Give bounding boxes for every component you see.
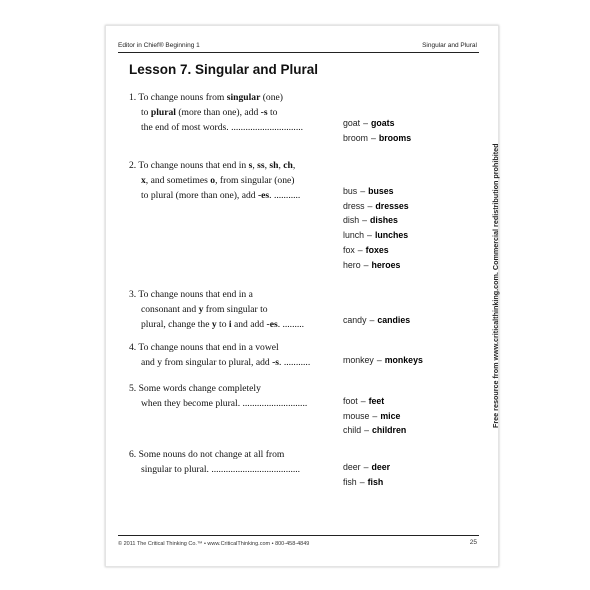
- rule-line: [129, 381, 307, 396]
- dash-separator: –: [376, 355, 382, 365]
- header-section-title: Singular and Plural: [422, 42, 477, 49]
- rule-line: [129, 173, 300, 188]
- rule-line: [129, 302, 304, 317]
- plural-word: dresses: [375, 200, 409, 211]
- rule-5: [129, 381, 307, 411]
- dash-separator: –: [370, 132, 376, 143]
- dash-separator: –: [367, 230, 372, 241]
- plural-word: foxes: [365, 244, 389, 255]
- rule-text-segment: ss: [257, 160, 265, 171]
- plural-word: fish: [367, 476, 384, 487]
- example-pair: [343, 133, 411, 143]
- example-pair: [343, 186, 394, 196]
- rule-text-segment: 6. Some nouns do not change at all from: [129, 449, 285, 460]
- example-pair: [343, 260, 400, 270]
- rule-line: [129, 188, 300, 203]
- dash-separator: –: [357, 244, 363, 255]
- singular-word: bus: [343, 186, 358, 196]
- rule-line: [129, 120, 303, 135]
- singular-word: mouse: [343, 410, 370, 421]
- rule-line: [129, 158, 300, 173]
- plural-word: mice: [380, 410, 401, 421]
- plural-word: candies: [377, 315, 411, 325]
- rule-text-segment: ,: [292, 160, 296, 171]
- plural-word: feet: [368, 396, 385, 406]
- plural-word: lunches: [374, 230, 409, 241]
- singular-word: candy: [343, 315, 367, 325]
- rule-text-segment: . .........: [277, 319, 305, 331]
- rule-line: [129, 287, 304, 302]
- singular-word: dress: [343, 200, 365, 211]
- dash-separator: –: [359, 476, 365, 487]
- rule-text-segment: ch: [283, 160, 293, 171]
- singular-word: fish: [343, 476, 357, 487]
- plural-word: monkeys: [384, 355, 423, 365]
- header-book-title: Editor in Chief® Beginning 1: [118, 42, 200, 49]
- rule-text-segment: plural: [150, 107, 176, 119]
- rule-line: [129, 317, 304, 332]
- rule-text-segment: 5. Some words change completely: [129, 383, 261, 394]
- rule-text-segment: 1. To change nouns from: [129, 92, 227, 103]
- footer-divider: [118, 535, 479, 536]
- example-pair: [343, 245, 389, 255]
- dash-separator: –: [363, 118, 369, 128]
- redistribution-notice: Free resource from www.criticalthinking.com. Commercial redistribution prohibited: [491, 143, 500, 428]
- rule-line: [129, 340, 310, 355]
- singular-word: lunch: [343, 230, 365, 241]
- rule-text-segment: ,: [264, 160, 270, 171]
- singular-word: child: [343, 425, 362, 436]
- plural-word: goats: [371, 118, 395, 128]
- rule-text-segment: y: [211, 319, 217, 331]
- rule-text-segment: , from singular (one): [215, 175, 295, 187]
- dash-separator: –: [362, 215, 368, 226]
- rule-text-segment: and add: [231, 319, 267, 331]
- page-number: 25: [469, 539, 477, 546]
- rule-1: [129, 90, 303, 136]
- lesson-title: Lesson 7. Singular and Plural: [129, 62, 319, 77]
- footer-copyright: © 2011 The Critical Thinking Co.™ • www.CriticalThinking.com • 800-458-4849: [118, 541, 310, 547]
- rule-line: [129, 462, 300, 477]
- plural-word: brooms: [378, 132, 412, 143]
- rule-line: [129, 105, 303, 120]
- rule-text-segment: , and sometimes: [145, 175, 211, 187]
- rule-text-segment: the end of most words. ..............................: [141, 122, 304, 134]
- rule-text-segment: singular to plural. .....................................: [141, 464, 301, 476]
- rule-text-segment: s: [248, 160, 253, 171]
- plural-word: buses: [368, 186, 394, 196]
- rule-text-segment: and y from singular to plural, add: [141, 357, 273, 369]
- singular-word: fox: [343, 244, 355, 255]
- singular-word: broom: [343, 132, 368, 143]
- rule-text-segment: o: [210, 175, 216, 187]
- rule-text-segment: to: [141, 107, 151, 119]
- rule-text-segment: ,: [278, 160, 284, 171]
- rule-text-segment: . ...........: [279, 357, 311, 369]
- header-divider: [118, 52, 479, 53]
- dash-separator: –: [364, 425, 369, 436]
- rule-text-segment: 3. To change nouns that end in a: [129, 289, 253, 300]
- singular-word: deer: [343, 462, 361, 472]
- dash-separator: –: [369, 315, 375, 325]
- dash-separator: –: [363, 462, 369, 472]
- rule-text-segment: -s: [272, 357, 280, 369]
- dash-separator: –: [360, 396, 366, 406]
- example-pair: [343, 396, 384, 406]
- rule-text-segment: singular: [226, 92, 261, 103]
- rule-6: [129, 447, 300, 477]
- plural-word: children: [372, 425, 407, 436]
- rule-4: [129, 340, 310, 370]
- singular-word: dish: [343, 215, 360, 226]
- rule-text-segment: . ...........: [269, 190, 301, 202]
- rule-text-segment: 2. To change nouns that end in: [129, 160, 249, 171]
- dash-separator: –: [367, 200, 373, 211]
- rule-text-segment: -es: [257, 190, 270, 202]
- rule-text-segment: (one): [260, 92, 283, 103]
- rule-line: [129, 355, 310, 370]
- example-pair: [343, 355, 423, 365]
- rule-text-segment: -es: [266, 319, 278, 331]
- example-pair: [343, 201, 409, 211]
- example-pair: [343, 215, 398, 225]
- rule-text-segment: x: [141, 175, 146, 187]
- rule-text-segment: to: [267, 107, 278, 119]
- singular-word: foot: [343, 396, 358, 406]
- plural-word: dishes: [370, 215, 398, 226]
- rule-2: [129, 158, 300, 204]
- singular-word: goat: [343, 118, 361, 128]
- rule-line: [129, 396, 307, 411]
- rule-text-segment: i: [228, 319, 232, 331]
- plural-word: deer: [371, 462, 391, 472]
- example-pair: [343, 230, 408, 240]
- dash-separator: –: [363, 259, 369, 270]
- rule-text-segment: -s: [260, 107, 268, 119]
- dash-separator: –: [360, 186, 366, 196]
- rule-3: [129, 287, 304, 333]
- example-pair: [343, 411, 400, 421]
- rule-text-segment: to: [216, 319, 229, 331]
- example-pair: [343, 462, 390, 472]
- rule-text-segment: to plural (more than one), add: [141, 190, 258, 202]
- rule-text-segment: sh: [269, 160, 279, 171]
- example-pair: [343, 477, 383, 487]
- dash-separator: –: [372, 410, 378, 421]
- example-pair: [343, 425, 406, 435]
- rule-text-segment: when they become plural. ...........................: [141, 398, 308, 410]
- rule-text-segment: 4. To change nouns that end in a vowel: [129, 342, 279, 353]
- rule-text-segment: ,: [252, 160, 258, 171]
- plural-word: heroes: [371, 259, 401, 270]
- singular-word: monkey: [343, 355, 374, 365]
- singular-word: hero: [343, 259, 361, 270]
- example-pair: [343, 315, 410, 325]
- rule-text-segment: y: [198, 304, 204, 316]
- rule-text-segment: plural, change the: [141, 319, 212, 331]
- rule-text-segment: (more than one), add: [175, 107, 261, 119]
- example-pair: [343, 118, 395, 128]
- rule-line: [129, 90, 303, 105]
- rule-text-segment: from singular to: [203, 304, 268, 316]
- rule-text-segment: consonant and: [141, 304, 199, 316]
- rule-line: [129, 447, 300, 462]
